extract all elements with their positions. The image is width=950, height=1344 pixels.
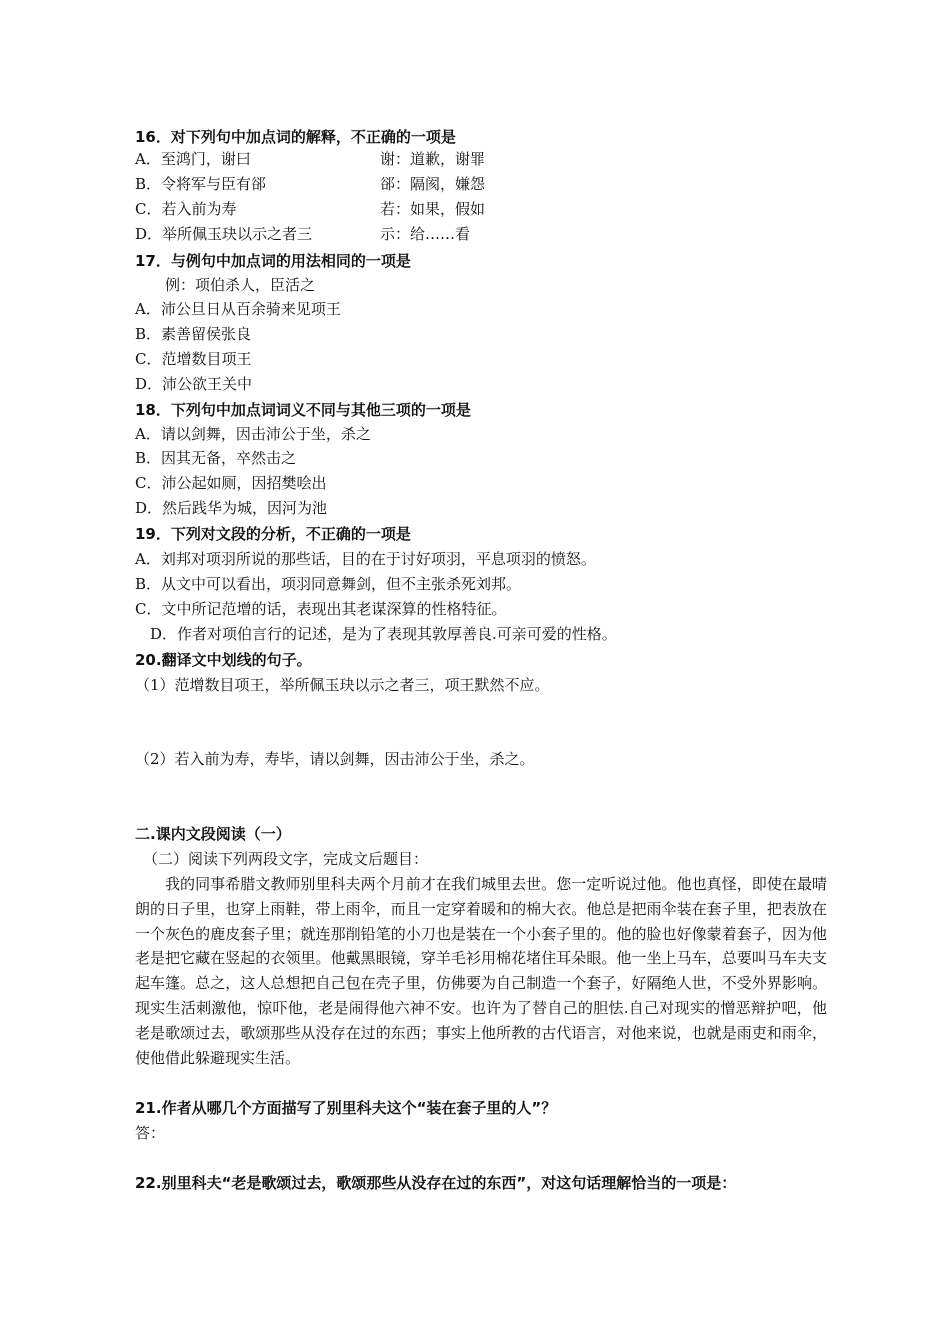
q19-option-b: B．从文中可以看出，项羽同意舞剑，但不主张杀死刘邦。: [135, 575, 522, 593]
passage-paragraph: 我的同事希腊文教师别里科夫两个月前才在我们城里去世。您一定听说过他。他也真怪，即使在最晴朗的日子里，也穿上雨鞋，带上雨伞，而且一定穿着暖和的棉大衣。他总是把雨伞装在套子里，把表放在一个灰色的鹿皮套子里；就连那削铅笔的小刀也是装在一个小套子里的。他的脸也好像蒙着套子，因为他老是把它藏在竖起的衣领里。他戴黑眼镜，穿羊毛衫用棉花堵住耳朵眼。他一坐上马车，总要叫马车夫支起车篷。总之，这人总想把自己包在壳子里，仿佛要为自己制造一个套子，好隔绝人世，不受外界影响。现实生活刺激他，惊吓他，老是闹得他六神不安。也许为了替自己的胆怯.自己对现实的憎恶辩护吧，他老是歌颂过去，歌颂那些从没存在过的东西；事实上他所教的古代语言，对他来说，也就是雨吏和雨伞，使他借此躲避现实生活。: [135, 875, 827, 1067]
q16-gloss-a: 谢：道歉，谢罪: [380, 150, 486, 168]
q16-option-b: B．令将军与臣有郤: [135, 175, 267, 193]
q16-gloss-c: 若：如果，假如: [380, 200, 486, 218]
q19-option-d: D．作者对项伯言行的记述，是为了表现其敦厚善良.可亲可爱的性格。: [150, 625, 617, 643]
q16-gloss-b: 郤：隔阂，嫌怨: [380, 175, 486, 193]
q22-stem: 22.别里科夫“老是歌颂过去，歌颂那些从没存在过的东西”，对这句话理解恰当的一项是：: [135, 1174, 737, 1192]
q19-option-a: A．刘邦对项羽所说的那些话，目的在于讨好项羽，平息项羽的愤怒。: [135, 550, 596, 568]
q16-stem: 16．对下列句中加点词的解释，不正确的一项是: [135, 128, 456, 146]
q18-stem: 18．下列句中加点词词义不同与其他三项的一项是: [135, 401, 471, 419]
q17-option-b: B．素善留侯张良: [135, 325, 252, 343]
section2-subheading: （二）阅读下列两段文字，完成文后题目：: [143, 850, 429, 868]
q17-option-a: A．沛公旦日从百余骑来见项王: [135, 300, 341, 318]
q17-option-d: D．沛公欲王关中: [135, 375, 253, 393]
q17-example: 例：项伯杀人，臣活之: [165, 276, 316, 294]
q18-option-b: B．因其无备，卒然击之: [135, 449, 297, 467]
section2-heading: 二.课内文段阅读（一）: [135, 825, 291, 843]
q17-option-c: C．范增数目项王: [135, 350, 252, 368]
q16-option-c: C．若入前为寿: [135, 200, 237, 218]
q16-option-d: D．举所佩玉玦以示之者三: [135, 225, 313, 243]
q20-item-2: （2）若入前为寿，寿毕，请以剑舞，因击沛公于坐，杀之。: [135, 750, 535, 768]
q21-stem: 21.作者从哪几个方面描写了别里科夫这个“装在套子里的人”？: [135, 1099, 557, 1117]
q20-stem: 20.翻译文中划线的句子。: [135, 651, 312, 669]
q16-option-a: A．至鸿门，谢曰: [135, 150, 251, 168]
q18-option-a: A．请以剑舞，因击沛公于坐，杀之: [135, 425, 371, 443]
q21-answer-label: 答：: [135, 1124, 166, 1142]
q19-stem: 19．下列对文段的分析，不正确的一项是: [135, 525, 411, 543]
q18-option-d: D．然后践华为城，因河为池: [135, 499, 328, 517]
q16-gloss-d: 示：给……看: [380, 225, 471, 243]
q19-option-c: C．文中所记范增的话，表现出其老谋深算的性格特征。: [135, 600, 507, 618]
q17-stem: 17．与例句中加点词的用法相同的一项是: [135, 252, 411, 270]
q20-item-1: （1）范增数目项王，举所佩玉玦以示之者三，项王默然不应。: [135, 676, 550, 694]
q18-option-c: C．沛公起如厕，因招樊哙出: [135, 474, 327, 492]
